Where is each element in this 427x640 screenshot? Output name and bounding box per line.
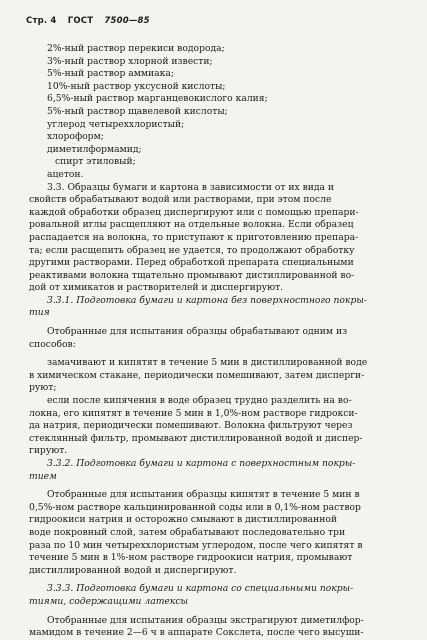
page-header [26,16,158,26]
paragraph-line: гидроокиси натрия и осторожно смывают в дистиллированной [29,514,338,526]
paragraph-line: ровальной иглы расщепляют на отдельные волокна. Если образец [29,219,354,231]
paragraph-line: 0,5%-ном растворе кальцинированной соды или в 0,1%-ном раствор [29,501,361,513]
paragraph-line: другими растворами. Перед обработкой препарата специальными [29,257,354,269]
paragraph-line: та; если расщепить образец не удается, то продолжают обработку [29,244,355,256]
paragraph-line: Отобранные для испытания образцы кипятят в течение 5 мин в [47,489,360,501]
paragraph-line: да натрия, периодически помешивают. Волокна фильтруют через [29,420,353,432]
paragraph-line: распадается на волокна, то приступают к приготовлению препара- [29,231,359,243]
list-item: диметилформамид; [47,143,142,155]
section-3-3-1 [29,295,399,458]
list-item: 10%-ный раствор уксусной кислоты; [47,80,226,92]
section-3-3 [29,182,399,295]
paragraph-line: 3.3. Образцы бумаги и картона в зависимости от их вида и [47,181,335,193]
paragraph-line: способов: [29,338,76,350]
section-heading: 3.3.1. Подготовка бумаги и картона без поверхностного покры- [47,294,367,306]
paragraph-line: стеклянный фильтр, промывают дистиллированной водой и диспер- [29,432,363,444]
section-heading: тиями, содержащими латексы [29,595,188,607]
paragraph-line: руют; [29,382,57,394]
list-item: спирт этиловый; [55,156,136,168]
paragraph-line: локна, его кипятят в течение 5 мин в 1,0%-ном растворе гидрокси- [29,407,358,419]
page-number: Стр. 4 [26,16,57,26]
paragraph-line: дистиллированной водой и диспергируют. [29,564,237,576]
section-3-3-2 [29,458,399,577]
section-heading: тия [29,307,50,319]
paragraph-line: воде покровный слой, затем обрабатывают последовательно три [29,526,346,538]
list-item: 5%-ный раствор щавелевой кислоты; [47,105,228,117]
section-heading: 3.3.2. Подготовка бумаги и картона с поверхностным покры- [47,458,356,469]
document-body [29,43,399,640]
paragraph-line: мамидом в течение 2—6 ч в аппарате Сокслета, после чего высуши- [29,627,364,639]
list-item: ацетон. [47,168,84,180]
list-item: хлороформ; [47,131,104,143]
section-heading: тием [29,470,57,482]
standard-number: 7500—85 [104,16,150,26]
paragraph-line: каждой обработки образец диспергируют или с помощью препари- [29,206,359,218]
paragraph-line: в химическом стакане, периодически помешивают, затем дисперги- [29,369,365,381]
list-item: 3%-ный раствор хлорной извести; [47,55,213,67]
section-heading: 3.3.3. Подготовка бумаги и картона со специальными покры- [47,583,354,595]
paragraph-line: если после кипячения в воде образец трудно разделить на во- [47,395,352,407]
paragraph-line: замачивают и кипятят в течение 5 мин в дистиллированной воде [47,357,368,369]
list-item: 5%-ный раствор аммиака; [47,68,174,80]
section-3-3-3 [29,577,399,639]
paragraph-line: Отобранные для испытания образцы обрабатывают одним из [47,326,348,338]
paragraph-line: Отобранные для испытания образцы экстрагируют диметилфор- [47,614,364,626]
list-item: 6,5%-ный раствор марганцевокислого калия; [47,93,268,105]
reagent-list [29,43,399,182]
list-item: углерод четыреххлористый; [47,118,185,130]
paragraph-line: дой от химикатов и растворителей и диспергируют. [29,282,284,294]
paragraph-line: гируют. [29,445,68,457]
paragraph-line: реактивами волокна тщательно промывают дистиллированной во- [29,269,355,281]
list-item: 2%-ный раствор перекиси водорода; [47,43,225,54]
paragraph-line: раза по 10 мин четыреххлористым углеродом, после чего кипятят в [29,539,363,551]
paragraph-line: свойств обрабатывают водой или растворами, при этом после [29,194,332,206]
standard-label: ГОСТ [67,16,94,26]
paragraph-line: течение 5 мин в 1%-ном растворе гидроокиси натрия, промывают [29,552,353,564]
